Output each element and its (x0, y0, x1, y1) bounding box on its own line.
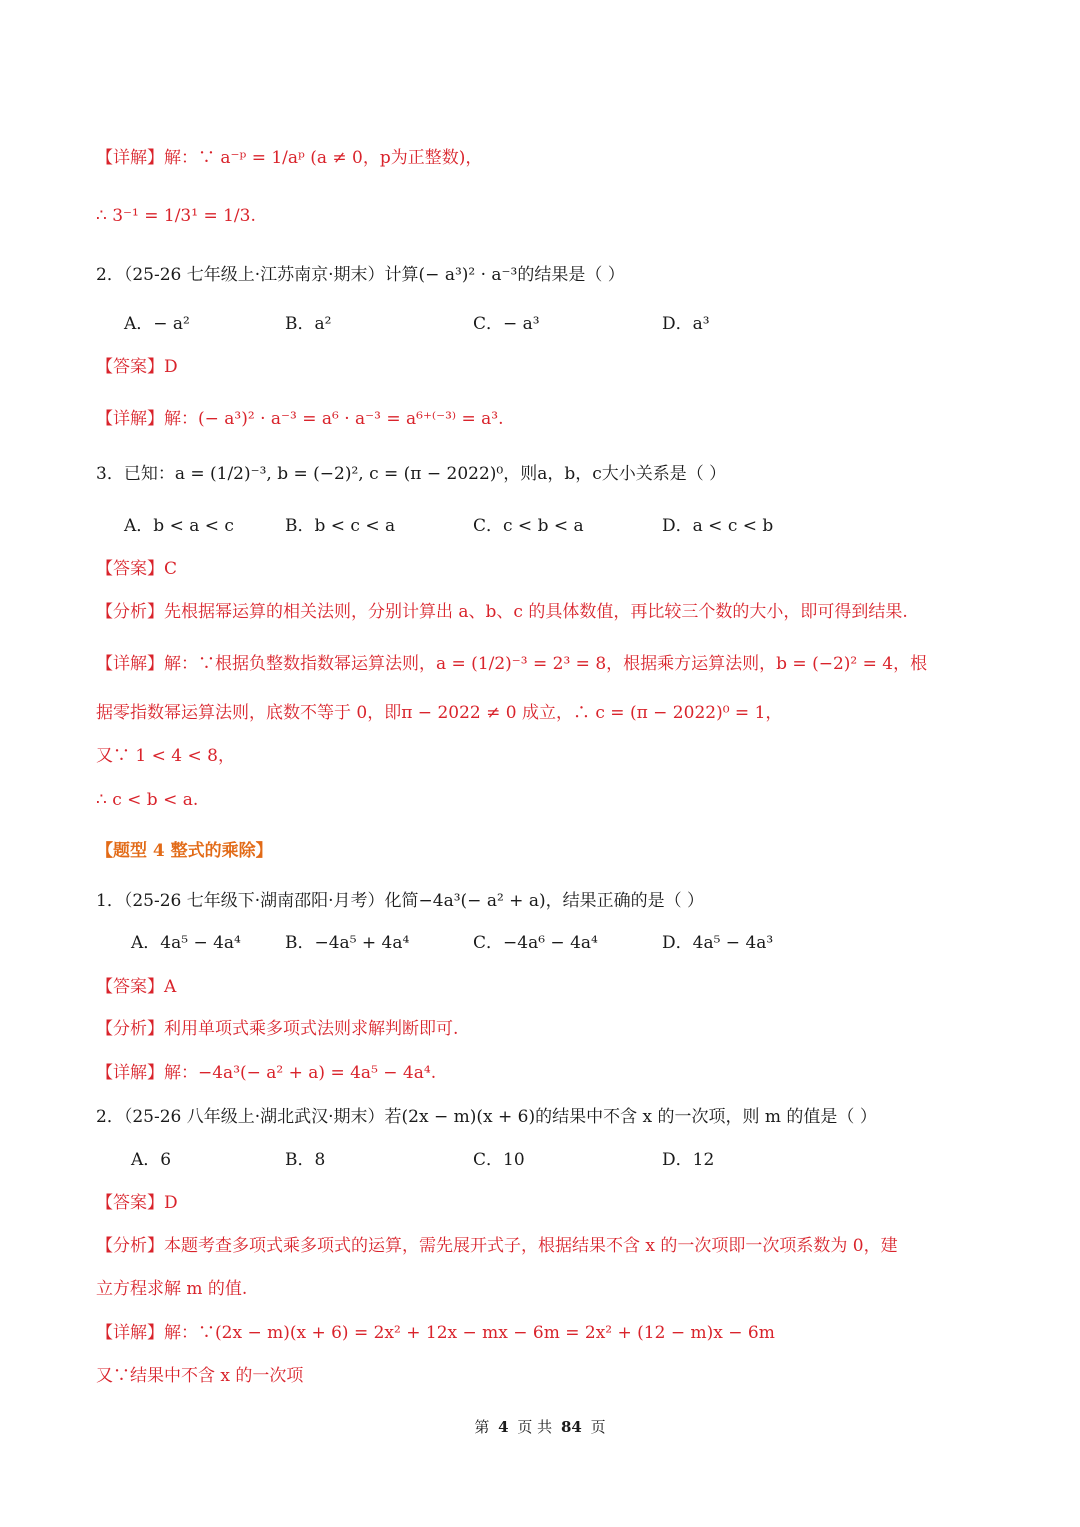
analysis-line: 【分析】先根据幂运算的相关法则，分别计算出 a、b、c 的具体数值，再比较三个数的大小，即可得到结果. (96, 602, 908, 622)
option-b: B．8 (285, 1150, 326, 1170)
footer-prefix: 第 (474, 1418, 490, 1436)
analysis-line: 【分析】本题考查多项式乘多项式的运算，需先展开式子，根据结果不含 x 的一次项即一次项系数为 0，建 (96, 1236, 898, 1256)
answer-line: 【答案】C (96, 559, 178, 579)
detail-line: ∴ c < b < a. (96, 790, 199, 810)
question-4-1: 1．（25-26 七年级下·湖南邵阳·月考）化简−4a³(− a² + a)，结果正确的是（ ） (96, 891, 704, 911)
answer-line: 【答案】A (96, 977, 177, 997)
question-3: 3．已知：a = (1/2)⁻³, b = (−2)², c = (π − 2022)⁰，则a，b，c大小关系是（ ） (96, 464, 727, 484)
section-heading: 【题型 4 整式的乘除】 (96, 841, 273, 861)
detail-line-1: 【详解】解：∵ a⁻ᵖ = 1/aᵖ (a ≠ 0，p为正整数)， (96, 148, 483, 168)
option-a: A．6 (131, 1150, 172, 1170)
page-footer (0, 1416, 1080, 1437)
detail-line: 据零指数幂运算法则，底数不等于 0，即π − 2022 ≠ 0 成立，∴ c = (π − 2022)⁰ = 1， (96, 703, 783, 723)
footer-suffix: 页 (590, 1418, 606, 1436)
detail-line: 【详解】解：∵(2x − m)(x + 6) = 2x² + 12x − mx − 6m = 2x² + (12 − m)x − 6m (96, 1323, 775, 1343)
answer-line: 【答案】D (96, 357, 178, 377)
detail-line: 又∵结果中不含 x 的一次项 (96, 1366, 304, 1386)
question-2: 2．（25-26 七年级上·江苏南京·期末）计算(− a³)² · a⁻³的结果是（ ） (96, 265, 625, 285)
page-total: 84 (560, 1418, 582, 1436)
analysis-line: 【分析】利用单项式乘多项式法则求解判断即可. (96, 1019, 459, 1039)
option-c: C．−4a⁶ − 4a⁴ (473, 933, 598, 953)
option-d: D．a < c < b (662, 516, 774, 536)
option-a: A．b < a < c (124, 516, 234, 536)
detail-line-2: ∴ 3⁻¹ = 1/3¹ = 1/3. (96, 206, 256, 226)
detail-line: 【详解】解：∵根据负整数指数幂运算法则，a = (1/2)⁻³ = 2³ = 8，根据乘方运算法则，b = (−2)² = 4，根 (96, 654, 928, 674)
answer-line: 【答案】D (96, 1193, 178, 1213)
option-c: C．10 (473, 1150, 525, 1170)
page-number: 4 (498, 1418, 509, 1436)
analysis-line: 立方程求解 m 的值. (96, 1279, 248, 1299)
option-a: A．− a² (124, 314, 190, 334)
option-b: B．a² (285, 314, 332, 334)
option-d: D．4a⁵ − 4a³ (662, 933, 774, 953)
option-d: D．a³ (662, 314, 710, 334)
detail-line: 又∵ 1 < 4 < 8， (96, 746, 235, 766)
option-c: C．c < b < a (473, 516, 584, 536)
detail-line: 【详解】解：(− a³)² · a⁻³ = a⁶ · a⁻³ = a⁶⁺⁽⁻³⁾ = a³. (96, 409, 504, 429)
detail-line: 【详解】解：−4a³(− a² + a) = 4a⁵ − 4a⁴. (96, 1063, 437, 1083)
footer-mid: 页 共 (517, 1418, 553, 1436)
question-4-2: 2．（25-26 八年级上·湖北武汉·期末）若(2x − m)(x + 6)的结果中不含 x 的一次项，则 m 的值是（ ） (96, 1107, 877, 1127)
option-b: B．b < c < a (285, 516, 396, 536)
option-d: D．12 (662, 1150, 715, 1170)
option-c: C．− a³ (473, 314, 540, 334)
option-b: B．−4a⁵ + 4a⁴ (285, 933, 410, 953)
option-a: A．4a⁵ − 4a⁴ (131, 933, 241, 953)
